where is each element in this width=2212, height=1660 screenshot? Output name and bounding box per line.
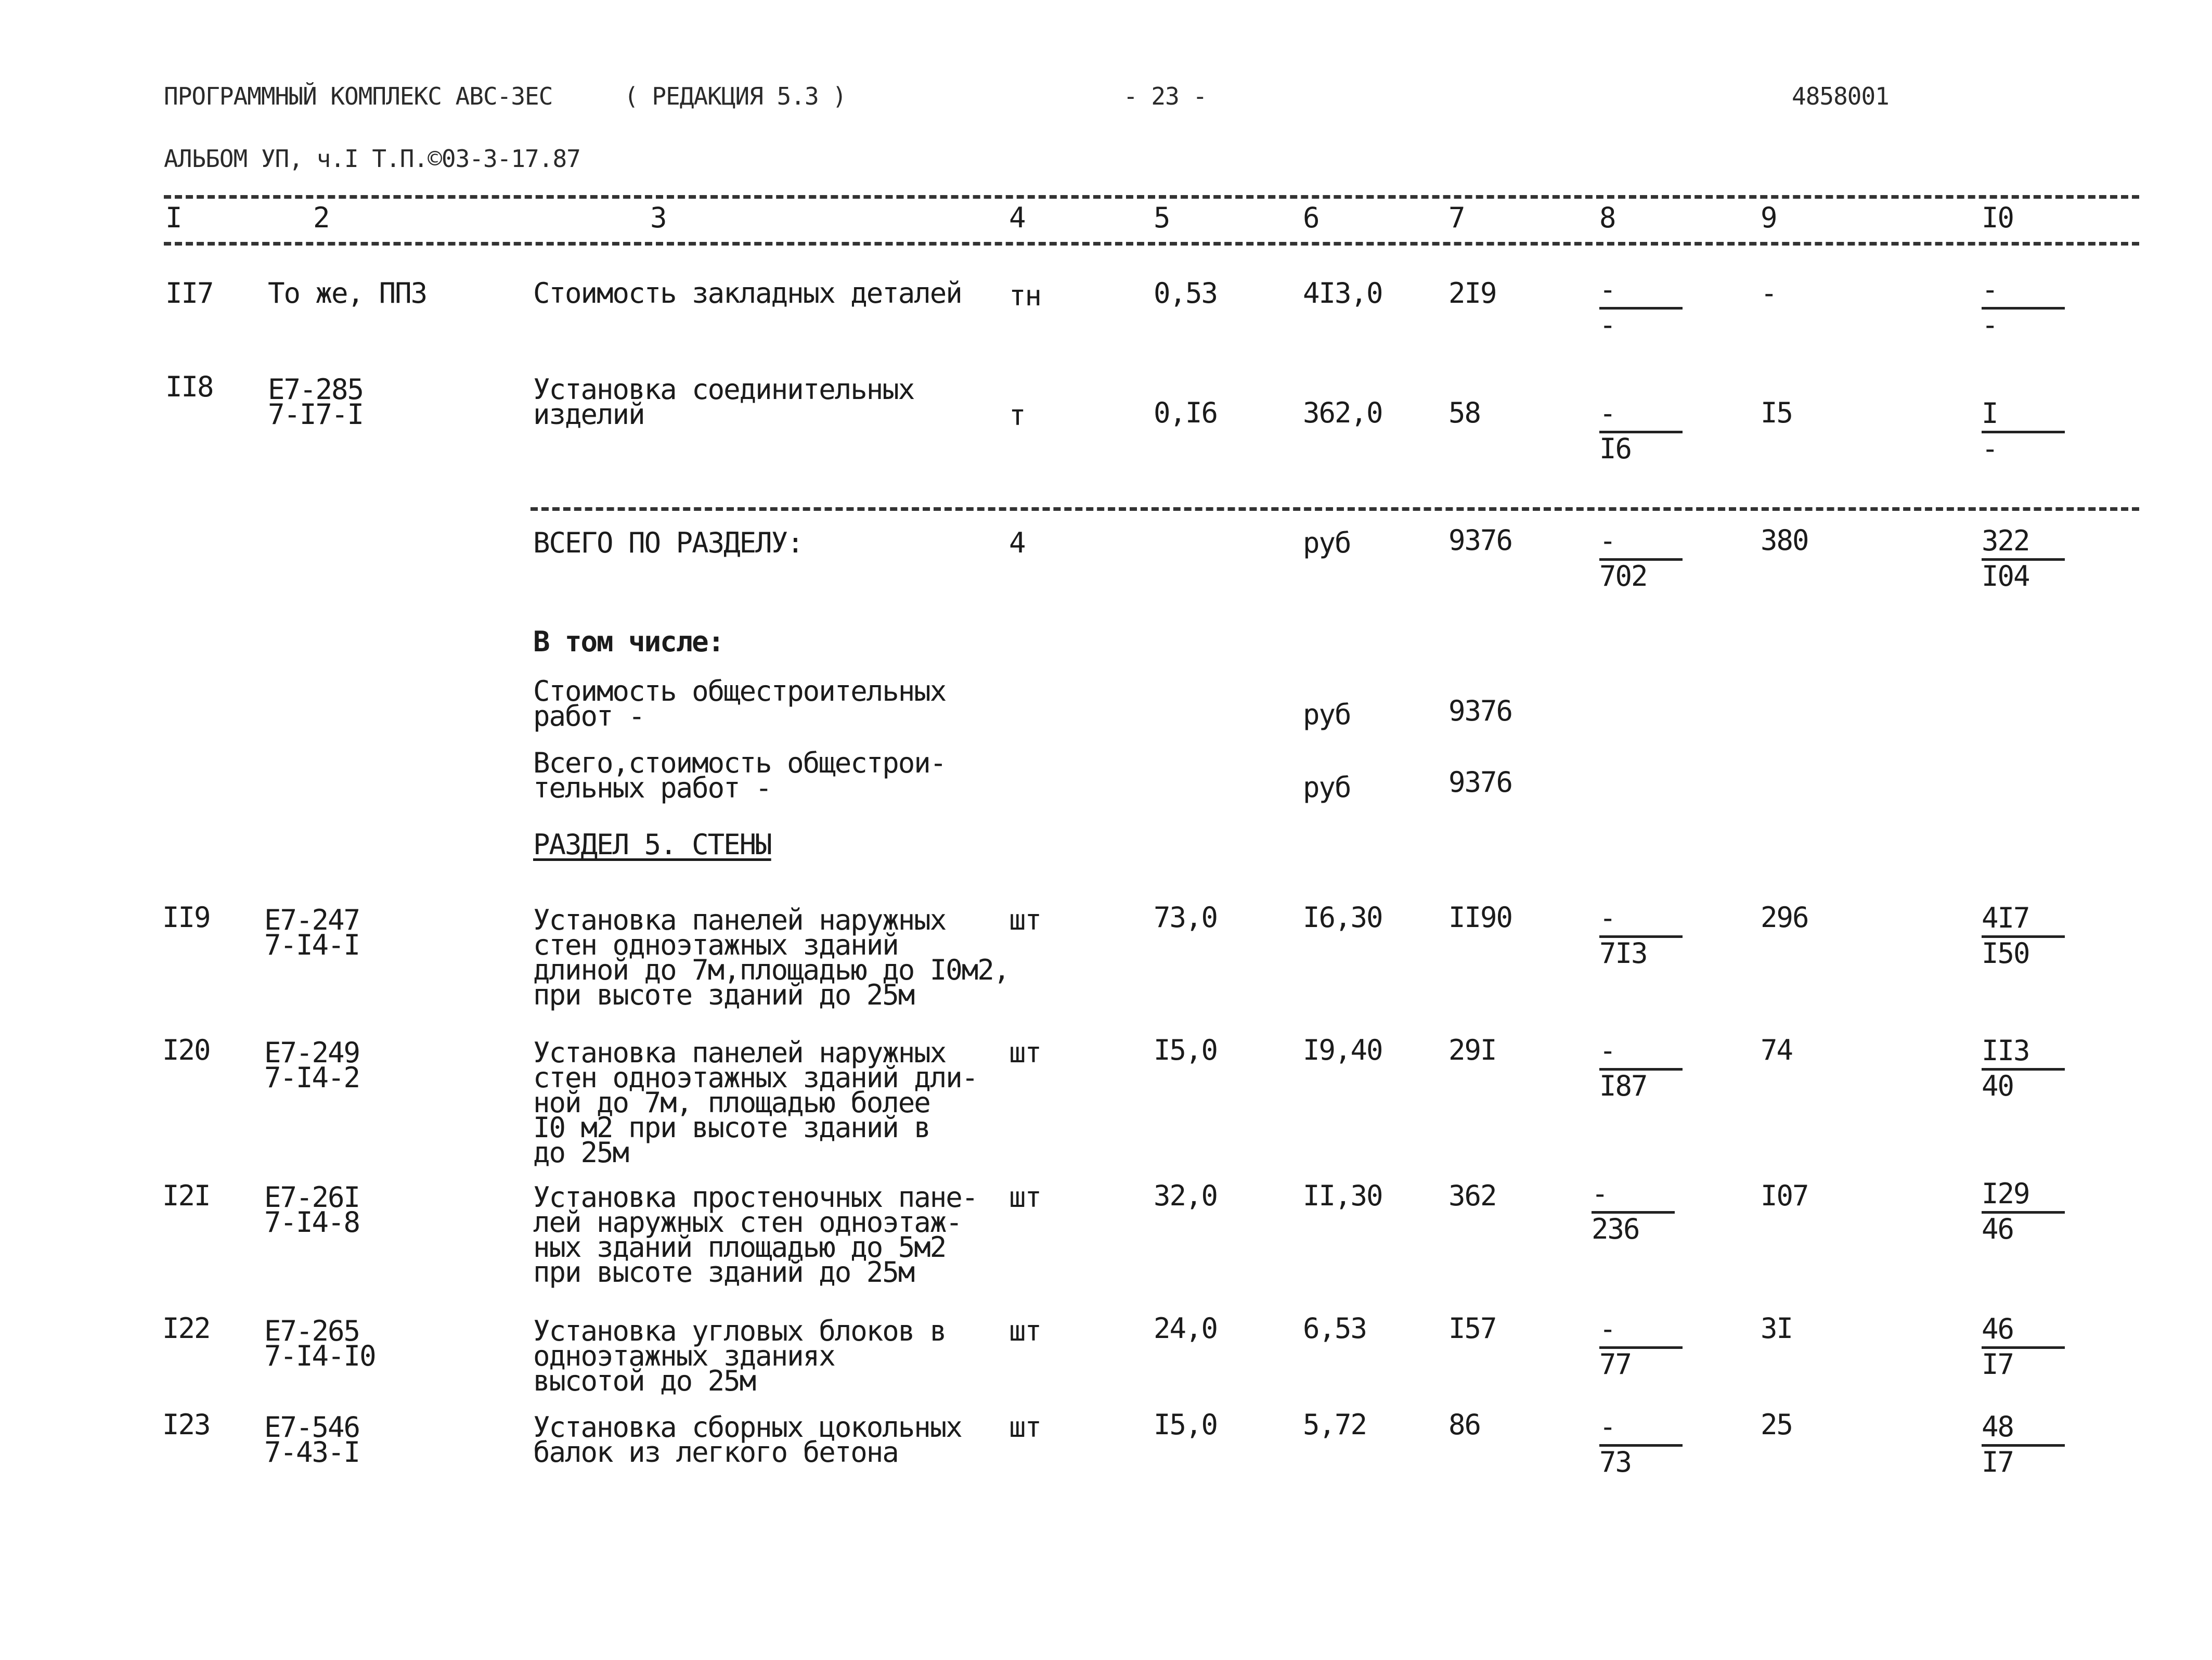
fraction-denominator: 40 [1982,1070,2014,1102]
row-description: Установка панелей наружных стен одноэтажных зданий дли- ной до 7м, площадью более I0 м2 при высоте зданий в до 25м [533,1036,978,1169]
row-code: Е7-285 7-I7-I [268,373,364,431]
row-total: 58 [1448,396,1481,429]
fraction-numerator: - [1599,277,1683,310]
including-item-value: 9376 [1448,766,1512,799]
column-header-5: 5 [1154,201,1170,234]
row-quantity: I5,0 [1154,1034,1218,1066]
fraction-numerator: - [1599,401,1683,433]
fraction-denominator: I87 [1599,1070,1647,1102]
row-quantity: 73,0 [1154,901,1218,934]
section-total-column-10 [1982,524,2065,593]
including-item-value: 9376 [1448,694,1512,727]
fraction-denominator: 77 [1599,1348,1632,1381]
row-unit-price: II,30 [1303,1179,1382,1212]
row-unit-price: I6,30 [1303,901,1382,934]
fraction-denominator: - [1982,308,1998,341]
page-number: - 23 - [1123,82,1207,110]
header-top-divider [164,195,2139,199]
column-header-3: 3 [650,201,666,234]
row-code: Е7-249 7-I4-2 [264,1036,360,1094]
fraction-denominator: - [1982,432,1998,465]
row-unit: шт [1009,1181,1041,1214]
row-quantity: 32,0 [1154,1179,1218,1212]
row-column-10 [1982,273,2065,341]
row-column-9: I07 [1761,1179,1808,1212]
row-number: I23 [162,1408,210,1441]
program-title: ПРОГРАММНЫЙ КОМПЛЕКС АВС-ЗЕС [164,82,553,110]
row-column-9: 74 [1761,1034,1793,1066]
row-code: Е7-546 7-43-I [264,1411,360,1469]
section-heading: РАЗДЕЛ 5. СТЕНЫ [533,828,771,861]
fraction-numerator: - [1599,1414,1683,1447]
row-description: Установка угловых блоков в одноэтажных зданиях высотой до 25м [533,1315,946,1397]
row-column-10 [1982,902,2065,970]
row-number: I20 [162,1034,210,1066]
fraction-denominator: 46 [1982,1213,2014,1245]
album-reference: АЛЬБОМ УП, ч.I Т.П.©03-3-17.87 [164,145,580,173]
row-column-9: 296 [1761,901,1808,934]
column-header-2: 2 [313,201,329,234]
fraction-numerator: 322 [1982,528,2065,561]
fraction-numerator: 46 [1982,1316,2065,1349]
edition-label: ( РЕДАКЦИЯ 5.3 ) [624,82,847,110]
section-total-label: ВСЕГО ПО РАЗДЕЛУ: [533,526,803,559]
row-quantity: I5,0 [1154,1408,1218,1441]
row-description: Стоимость закладных деталей [533,277,962,310]
fraction-numerator: - [1599,528,1683,561]
row-total: 29I [1448,1034,1496,1066]
row-column-8 [1599,902,1683,970]
row-unit-price: 4I3,0 [1303,277,1382,310]
section-total-column-9: 380 [1761,524,1808,557]
row-code: Е7-265 7-I4-I0 [264,1315,376,1372]
fraction-denominator: 7I3 [1599,937,1647,970]
fraction-numerator: II3 [1982,1038,2065,1071]
column-header-8: 8 [1599,201,1615,234]
fraction-denominator: I6 [1599,432,1632,465]
row-unit: шт [1009,1411,1041,1444]
fraction-numerator: - [1599,1316,1683,1349]
column-header-7: 7 [1448,201,1465,234]
row-description: Установка простеночных пане- лей наружных стен одноэтаж- ных зданий площадью до 5м2 при высоте зданий до 25м [533,1181,978,1289]
fraction-numerator: - [1599,905,1683,938]
row-number: II7 [165,277,213,310]
row-total: 86 [1448,1408,1481,1441]
row-unit: шт [1009,1036,1041,1069]
row-description: Установка панелей наружных стен одноэтажных зданий длиной до 7м,площадью до I0м2, при высоте зданий до 25м [533,904,1010,1011]
row-unit: шт [1009,1315,1041,1347]
row-column-8 [1599,397,1683,465]
fraction-numerator: 4I7 [1982,905,2065,938]
section-total-divider [531,507,2139,511]
row-number: I2I [162,1179,210,1212]
including-item-unit: руб [1303,771,1351,804]
fraction-denominator: 702 [1599,560,1647,593]
row-code: Е7-247 7-I4-I [264,904,360,961]
fraction-denominator: I04 [1982,560,2029,593]
fraction-denominator: 236 [1592,1213,1639,1245]
fraction-denominator: I7 [1982,1446,2014,1478]
row-column-9: - [1761,277,1777,310]
row-column-9: 25 [1761,1408,1793,1441]
row-column-10 [1982,1312,2065,1381]
row-unit: шт [1009,904,1041,936]
fraction-numerator: 48 [1982,1414,2065,1447]
row-quantity: 24,0 [1154,1312,1218,1345]
row-number: II8 [165,370,213,403]
row-total: I57 [1448,1312,1496,1345]
column-header-9: 9 [1761,201,1777,234]
fraction-numerator: I29 [1982,1181,2065,1214]
including-item-label: Стоимость общестроительных работ - [533,675,946,732]
fraction-numerator: I [1982,401,2065,433]
row-column-9: I5 [1761,396,1793,429]
row-unit-price: 362,0 [1303,396,1382,429]
column-header-10: I0 [1982,201,2014,234]
row-column-10 [1982,397,2065,465]
row-column-8 [1599,1312,1683,1381]
row-total: 2I9 [1448,277,1496,310]
row-unit-price: I9,40 [1303,1034,1382,1066]
row-column-9: 3I [1761,1312,1793,1345]
row-quantity: 0,53 [1154,277,1218,310]
row-description: Установка сборных цокольных балок из легкого бетона [533,1411,962,1469]
row-column-10 [1982,1410,2065,1478]
including-label: В том числе: [533,625,724,658]
row-quantity: 0,I6 [1154,396,1218,429]
row-unit-price: 6,53 [1303,1312,1367,1345]
fraction-denominator: I50 [1982,937,2029,970]
row-number: II9 [162,901,210,934]
row-number: I22 [162,1312,210,1345]
fraction-numerator: - [1592,1181,1675,1214]
section-total-column-8 [1599,524,1683,593]
section-total-col4: 4 [1009,526,1025,559]
row-column-8 [1599,273,1683,341]
including-item-label: Всего,стоимость общестрои- тельных работ - [533,747,946,804]
row-column-8 [1599,1034,1683,1102]
row-unit-price: 5,72 [1303,1408,1367,1441]
section-total-value: 9376 [1448,524,1512,557]
row-total: 362 [1448,1179,1496,1212]
row-column-10 [1982,1034,2065,1102]
row-description: Установка соединительных изделий [533,373,914,431]
row-column-8 [1592,1177,1675,1245]
section-total-unit: руб [1303,526,1351,559]
row-total: II90 [1448,901,1512,934]
row-code: То же, ПП3 [268,277,427,310]
row-code: Е7-26I 7-I4-8 [264,1181,360,1239]
fraction-numerator: - [1599,1038,1683,1071]
row-column-8 [1599,1410,1683,1478]
fraction-denominator: 73 [1599,1446,1632,1478]
row-unit: тн [1009,279,1041,312]
header-bottom-divider [164,242,2139,246]
column-header-4: 4 [1009,201,1025,234]
fraction-denominator: I7 [1982,1348,2014,1381]
column-header-1: I [165,201,182,234]
column-header-6: 6 [1303,201,1319,234]
fraction-numerator: - [1982,277,2065,310]
including-item-unit: руб [1303,698,1351,731]
fraction-denominator: - [1599,308,1615,341]
row-unit: т [1009,399,1025,432]
document-number: 4858001 [1792,82,1889,110]
row-column-10 [1982,1177,2065,1245]
